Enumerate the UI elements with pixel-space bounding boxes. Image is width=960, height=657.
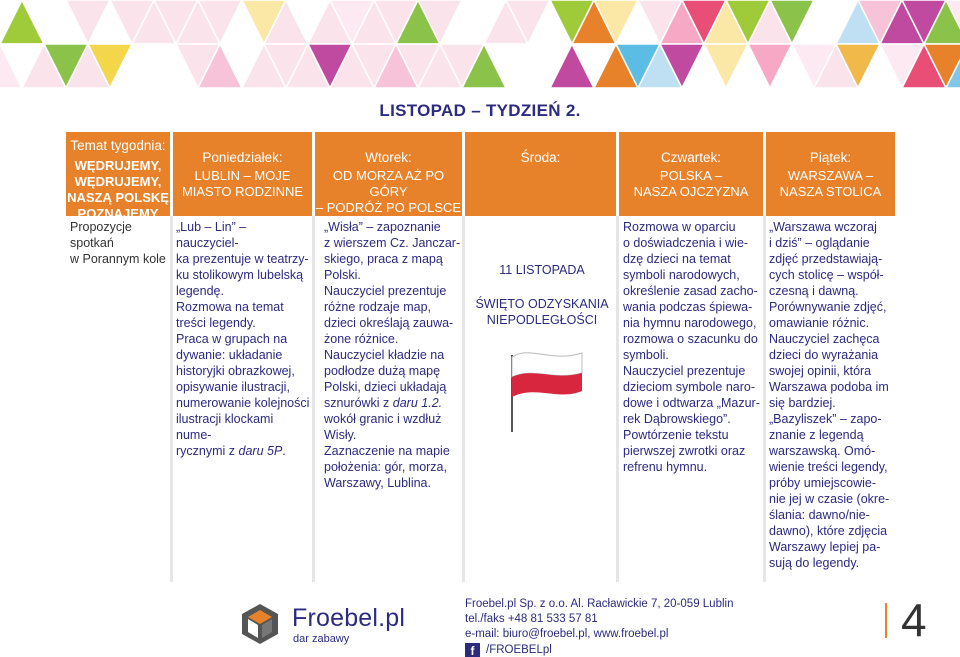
friday-line: próby umiejscowie- <box>769 476 876 490</box>
friday-line: ślania: dawno/nie- <box>769 508 870 522</box>
froebel-logo-icon <box>238 602 282 646</box>
logo-tagline: dar zabawy <box>293 633 350 645</box>
friday-line: wienie treści legendy, <box>769 460 888 474</box>
monday-line: treści legendy. <box>176 316 256 330</box>
contact-info <box>465 597 733 657</box>
monday-gift-ref: daru 5P <box>238 444 283 458</box>
tuesday-content <box>324 219 462 491</box>
header-theme <box>66 132 170 221</box>
facebook-icon: f <box>465 643 480 657</box>
row-label <box>70 219 170 267</box>
tuesday-line: Zaznaczenie na mapie <box>324 444 450 458</box>
phone: tel./faks +48 81 533 57 81 <box>465 613 598 625</box>
page-number-divider <box>885 603 887 638</box>
friday-content <box>769 219 895 571</box>
friday-line: i dziś” – oglądanie <box>769 236 870 250</box>
tuesday-line: Nauczyciel kładzie na <box>324 348 445 362</box>
header-tuesday-topic-2: – PODRÓŻ PO POLSCE <box>315 200 462 215</box>
friday-line: się bardziej. <box>769 396 836 410</box>
monday-line: dywanie: układanie <box>176 348 283 362</box>
monday-line: numerowanie kolejności <box>176 396 310 410</box>
thursday-line: dzieciom symbole naro- <box>623 380 755 394</box>
header-wednesday <box>465 132 616 216</box>
thursday-line: określenie zasad zacho- <box>623 284 758 298</box>
weekly-plan-table <box>66 132 895 582</box>
header-friday-day: Piątek: <box>809 150 852 165</box>
monday-line: Rozmowa na temat <box>176 300 284 314</box>
polish-flag-icon <box>500 341 584 433</box>
facebook-row <box>465 643 733 657</box>
header-thursday-topic-2: NASZA OJCZYZNA <box>633 184 749 199</box>
friday-line: czesną i dawną. <box>769 284 859 298</box>
tuesday-line: Wisły. <box>324 428 357 442</box>
tuesday-line: skiego, praca z mapą <box>324 252 443 266</box>
header-thursday <box>619 132 763 216</box>
thursday-line: symboli. <box>623 348 669 362</box>
tuesday-line <box>324 395 462 411</box>
tuesday-line: Warszawy, Lublina. <box>324 476 431 490</box>
header-monday <box>173 132 312 216</box>
tuesday-text: sznurówki z <box>324 396 390 410</box>
friday-line: „Bazyliszek” – zapo- <box>769 412 882 426</box>
monday-line <box>176 443 310 459</box>
thursday-line: symboli narodowych, <box>623 268 740 282</box>
page-title: LISTOPAD – TYDZIEŃ 2. <box>379 101 581 120</box>
page-number: 4 <box>901 594 927 646</box>
friday-line: znanie z legendą <box>769 428 864 442</box>
friday-line: cych stolicę – współ- <box>769 268 884 282</box>
thursday-line: Nauczyciel prezentuje <box>623 364 746 378</box>
thursday-line: Rozmowa w oparciu <box>623 220 736 234</box>
friday-line: dzieci do wyrażania <box>769 348 879 362</box>
header-thursday-topic-1: POLSKA – <box>659 168 723 183</box>
tuesday-line: z wierszem Cz. Janczar- <box>324 236 461 250</box>
header-monday-day: Poniedziałek: <box>202 150 283 165</box>
monday-line: ku stolikowym lubelską <box>176 268 304 282</box>
header-friday-topic-2: NASZA STOLICA <box>779 184 882 199</box>
thursday-line: pierwszej zwrotki oraz <box>623 444 746 458</box>
header-tuesday-day: Wtorek: <box>365 150 412 165</box>
column-divider <box>170 216 173 582</box>
header-monday-topic-2: MIASTO RODZINNE <box>181 184 304 199</box>
header-theme-topic-1: WĘDRUJEMY, <box>74 158 162 173</box>
wednesday-date: 11 LISTOPADA <box>499 263 585 277</box>
monday-period: . <box>282 444 286 458</box>
thursday-line: o doświadczenia i wie- <box>623 236 749 250</box>
monday-line: historyjki obrazkowej, <box>176 364 295 378</box>
tuesday-line: Polski, dzieci układają <box>324 380 447 394</box>
thursday-content <box>623 219 763 475</box>
monday-line: legendę. <box>176 284 224 298</box>
friday-line: Porównywanie zdjęć, <box>769 300 887 314</box>
header-theme-topic-3: NASZĄ POLSKĘ <box>67 190 169 205</box>
tuesday-gift-ref: daru 1.2. <box>392 396 443 410</box>
monday-line: ka prezentuje w teatrzy- <box>176 252 309 266</box>
thursday-line: dzę dzieci na temat <box>623 252 731 266</box>
column-divider <box>312 216 315 582</box>
top-triangle-pattern <box>0 0 960 88</box>
friday-line: Warszawa podoba im <box>769 380 889 394</box>
logo-name: Froebel.pl <box>292 604 406 632</box>
tuesday-line: położenia: gór, morza, <box>324 460 447 474</box>
thursday-line: nia hymnu narodowego, <box>623 316 757 330</box>
monday-line: ilustracji klockami nume- <box>176 412 274 442</box>
header-monday-topic-1: LUBLIN – MOJE <box>194 168 291 183</box>
row-label-line: w Porannym kole <box>70 252 166 266</box>
friday-line: Nauczyciel zachęca <box>769 332 880 346</box>
column-divider <box>763 216 766 582</box>
thursday-line: Powtórzenie tekstu <box>623 428 729 442</box>
monday-line: opisywanie ilustracji, <box>176 380 290 394</box>
thursday-line: dowe i odtwarza „Mazur- <box>623 396 760 410</box>
friday-line: dawno), które zdjęcia <box>769 524 888 538</box>
monday-text: rycznymi z <box>176 444 236 458</box>
tuesday-line: wokół granic i wzdłuż <box>324 412 442 426</box>
friday-line: omawianie różnic. <box>769 316 870 330</box>
header-friday-topic-1: WARSZAWA – <box>787 168 874 183</box>
monday-line: „Lub – Lin” – nauczyciel- <box>176 220 247 250</box>
company-address: Froebel.pl Sp. z o.o. Al. Racławickie 7, 20-059 Lublin <box>465 598 734 610</box>
monday-content <box>176 219 310 459</box>
header-theme-topic-4: POZNAJEMY <box>77 206 159 221</box>
thursday-line: rozmowa o szacunku do <box>623 332 758 346</box>
header-wednesday-day: Środa: <box>520 150 561 165</box>
header-tuesday-topic-1: OD MORZA AŻ PO GÓRY <box>332 168 445 199</box>
thursday-line: rek Dąbrowskiego”. <box>623 412 731 426</box>
column-divider <box>462 216 465 582</box>
tuesday-line: żone różnice. <box>324 332 399 346</box>
facebook-handle[interactable]: /FROEBELpl <box>486 644 552 656</box>
thursday-line: wania podczas śpiewa- <box>623 300 753 314</box>
friday-line: sują do legendy. <box>769 556 860 570</box>
friday-line: swojej opinii, która <box>769 364 872 378</box>
monday-line: Praca w grupach na <box>176 332 288 346</box>
header-friday <box>766 132 895 216</box>
wednesday-holiday-line-1: ŚWIĘTO ODZYSKANIA <box>475 297 609 311</box>
wednesday-holiday-line-2: NIEPODLEGŁOŚCI <box>486 313 598 327</box>
tuesday-line: „Wisła” – zapoznanie <box>324 220 441 234</box>
email-website: e-mail: biuro@froebel.pl, www.froebel.pl <box>465 628 669 640</box>
tuesday-line: podłodze dużą mapę <box>324 364 441 378</box>
header-thursday-day: Czwartek: <box>660 150 721 165</box>
thursday-line: refrenu hymnu. <box>623 460 708 474</box>
friday-line: zdjęć przedstawiają- <box>769 252 883 266</box>
tuesday-line: różne rodzaje map, <box>324 300 432 314</box>
tuesday-line: Polski. <box>324 268 361 282</box>
header-tuesday <box>315 132 462 216</box>
row-label-line: spotkań <box>70 236 114 250</box>
header-theme-topic-2: WĘDRUJEMY, <box>74 174 162 189</box>
friday-line: „Warszawa wczoraj <box>769 220 877 234</box>
tuesday-line: Nauczyciel prezentuje <box>324 284 447 298</box>
friday-line: warszawską. Omó- <box>769 444 876 458</box>
friday-line: Warszawy lepiej pa- <box>769 540 881 554</box>
friday-line: nie jej w czasie (okre- <box>769 492 890 506</box>
tuesday-line: dzieci określają zauwa- <box>324 316 454 330</box>
row-label-line: Propozycje <box>70 220 132 234</box>
header-theme-label: Temat tygodnia: <box>70 138 166 153</box>
